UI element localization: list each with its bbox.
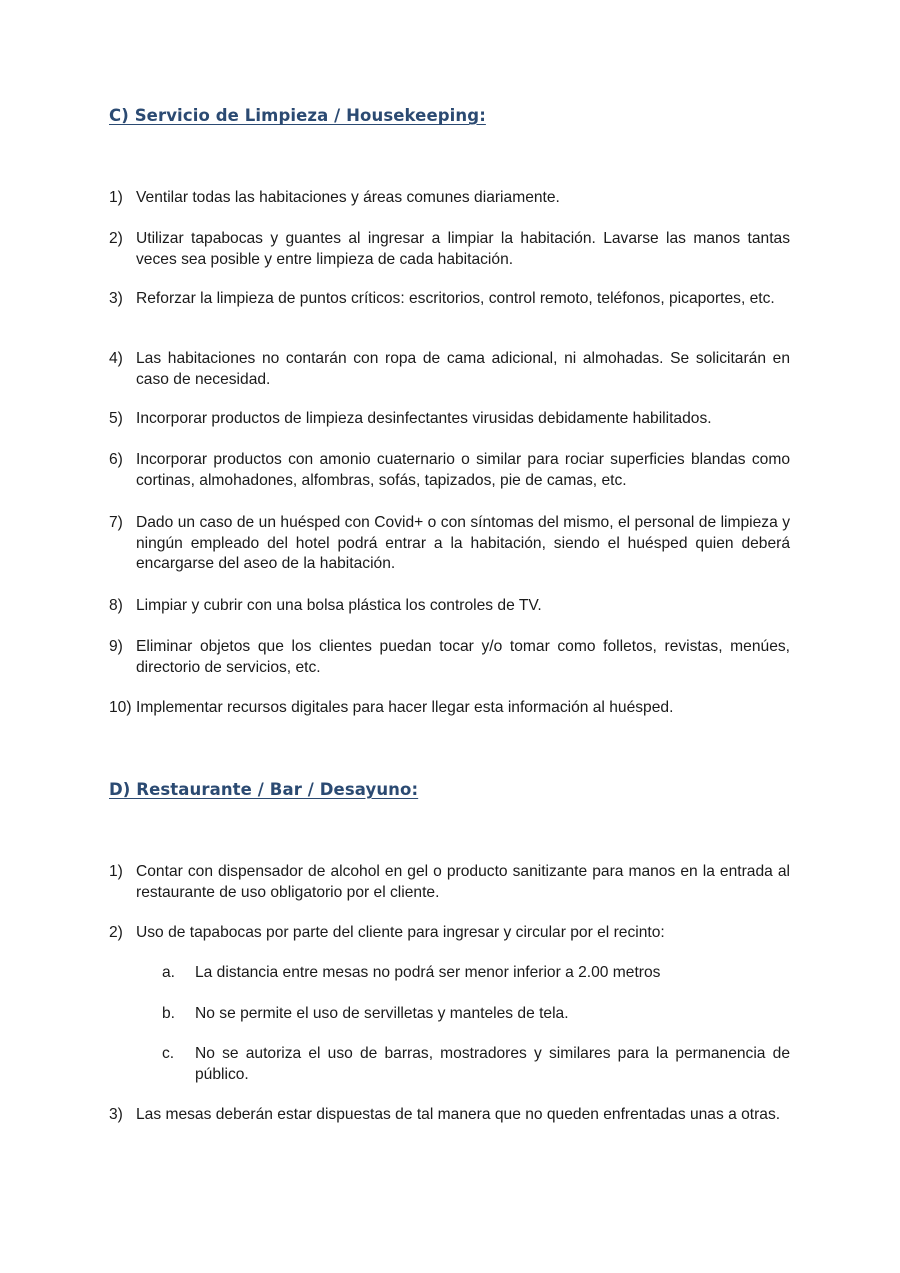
item-number: 1) bbox=[109, 189, 123, 206]
sub-item-text: La distancia entre mesas no podrá ser menor inferior a 2.00 metros bbox=[195, 964, 661, 981]
item-text: Implementar recursos digitales para hacer llegar esta información al huésped. bbox=[136, 699, 674, 716]
sub-list-item bbox=[162, 1044, 790, 1085]
list-item bbox=[109, 349, 790, 390]
list-item bbox=[109, 698, 790, 719]
list-item bbox=[109, 289, 790, 310]
list-item bbox=[109, 637, 790, 678]
sub-item-letter: c. bbox=[162, 1045, 175, 1062]
item-text: Limpiar y cubrir con una bolsa plástica los controles de TV. bbox=[136, 597, 542, 614]
item-text: Utilizar tapabocas y guantes al ingresar a limpiar la habitación. Lavarse las manos tantas veces sea posible y entre limpieza de cada habitación. bbox=[136, 230, 790, 268]
list-item bbox=[109, 1105, 790, 1126]
item-text: Las mesas deberán estar dispuestas de tal manera que no queden enfrentadas unas a otras. bbox=[136, 1106, 781, 1123]
item-number: 7) bbox=[109, 514, 123, 531]
list-item bbox=[109, 862, 790, 903]
sub-list-item bbox=[162, 1004, 790, 1025]
item-number: 6) bbox=[109, 451, 123, 468]
item-number: 2) bbox=[109, 230, 123, 247]
item-text: Contar con dispensador de alcohol en gel o producto sanitizante para manos en la entrada al restaurante de uso obligatorio por el cliente. bbox=[136, 863, 790, 901]
item-number: 2) bbox=[109, 924, 123, 941]
list-item bbox=[109, 229, 790, 270]
item-number: 9) bbox=[109, 638, 123, 655]
list-item bbox=[109, 596, 790, 617]
list-item bbox=[109, 450, 790, 491]
item-number: 4) bbox=[109, 350, 123, 367]
item-number: 10) bbox=[109, 699, 132, 716]
item-text: Reforzar la limpieza de puntos críticos: escritorios, control remoto, teléfonos, picaportes, etc. bbox=[136, 290, 775, 307]
item-text: Incorporar productos con amonio cuaternario o similar para rociar superficies blandas como cortinas, almohadones, alfombras, sofás, tapizados, pie de camas, etc. bbox=[136, 451, 790, 489]
item-text: Las habitaciones no contarán con ropa de cama adicional, ni almohadas. Se solicitarán en caso de necesidad. bbox=[136, 350, 790, 388]
sub-item-letter: a. bbox=[162, 964, 176, 981]
item-number: 5) bbox=[109, 410, 123, 427]
list-item bbox=[109, 513, 790, 575]
item-number: 3) bbox=[109, 290, 123, 307]
sub-item-text: No se permite el uso de servilletas y manteles de tela. bbox=[195, 1005, 569, 1022]
item-text: Incorporar productos de limpieza desinfectantes virusidas debidamente habilitados. bbox=[136, 410, 712, 427]
list-item bbox=[109, 923, 790, 944]
item-number: 8) bbox=[109, 597, 123, 614]
list-item bbox=[109, 188, 790, 209]
section-c-heading: C) Servicio de Limpieza / Housekeeping: bbox=[109, 106, 486, 125]
item-text: Dado un caso de un huésped con Covid+ o con síntomas del mismo, el personal de limpieza y ningún empleado del hotel podrá entrar a la habitación, siendo el huésped quien deberá encargarse del aseo de la habitación. bbox=[136, 514, 790, 572]
item-number: 3) bbox=[109, 1106, 123, 1123]
item-text: Eliminar objetos que los clientes puedan tocar y/o tomar como folletos, revistas, menúes, directorio de servicios, etc. bbox=[136, 638, 790, 676]
section-d-heading: D) Restaurante / Bar / Desayuno: bbox=[109, 780, 419, 799]
item-number: 1) bbox=[109, 863, 123, 880]
sub-list-item bbox=[162, 963, 790, 984]
sub-item-letter: b. bbox=[162, 1005, 176, 1022]
item-text: Ventilar todas las habitaciones y áreas comunes diariamente. bbox=[136, 189, 560, 206]
sub-item-text: No se autoriza el uso de barras, mostradores y similares para la permanencia de público. bbox=[195, 1045, 790, 1083]
item-text: Uso de tapabocas por parte del cliente para ingresar y circular por el recinto: bbox=[136, 924, 665, 941]
list-item bbox=[109, 409, 790, 430]
